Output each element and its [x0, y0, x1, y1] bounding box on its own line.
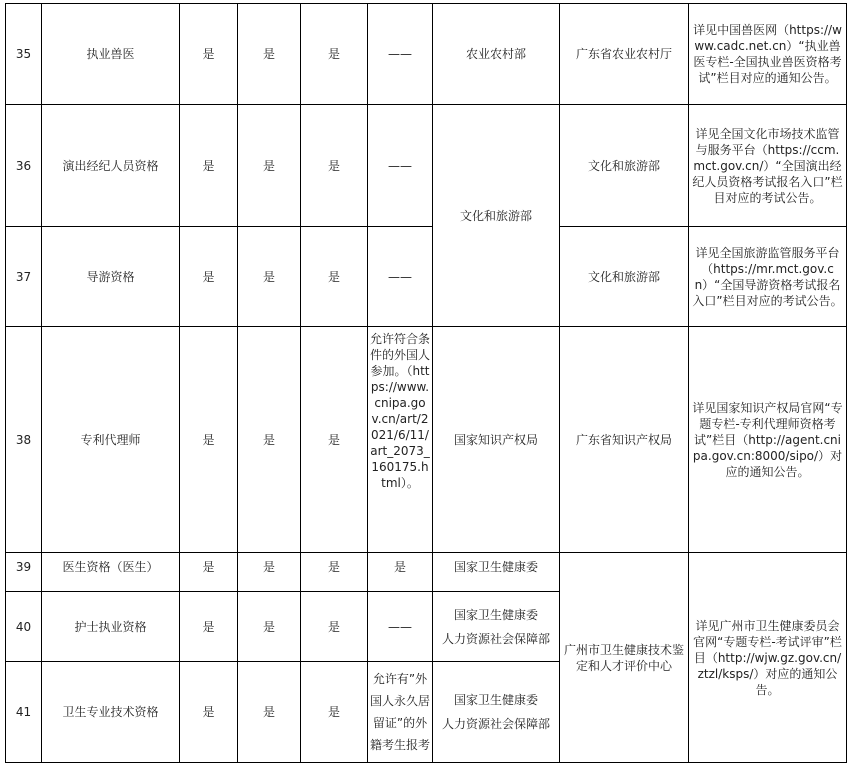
local-implementing-agency: 广州市卫生健康技术鉴定和人才评价中心	[560, 553, 689, 763]
qualification-name: 专利代理师	[42, 327, 180, 553]
table-row	[6, 4, 847, 105]
foreign-eligibility: 允许符合条件的外国人参加。（https://www.cnipa.gov.cn/art/2021/6/11/art_2073_160175.html）。	[368, 327, 433, 553]
flag-cell: 是	[180, 4, 238, 105]
row-number: 40	[6, 592, 42, 662]
flag-cell: 是	[301, 105, 368, 227]
foreign-eligibility: ——	[368, 105, 433, 227]
department-line: 人力资源社会保障部	[441, 717, 550, 731]
flag-cell: 是	[238, 105, 301, 227]
table-row	[6, 227, 847, 327]
flag-cell: 是	[238, 227, 301, 327]
flag-cell: 是	[238, 662, 301, 763]
flag-cell: 是	[301, 327, 368, 553]
local-implementing-agency: 广东省知识产权局	[560, 327, 689, 553]
flag-cell: 是	[180, 662, 238, 763]
national-department	[433, 592, 560, 662]
notice-info: 详见全国文化市场技术监管与服务平台（https://ccm.mct.gov.cn/）“全国演出经纪人员资格考试报名入口”栏目对应的考试公告。	[689, 105, 847, 227]
row-number: 37	[6, 227, 42, 327]
table-row	[6, 327, 847, 553]
flag-cell: 是	[301, 662, 368, 763]
flag-cell: 是	[238, 553, 301, 592]
table-row	[6, 105, 847, 227]
foreign-eligibility: 是	[368, 553, 433, 592]
table-row	[6, 553, 847, 592]
flag-cell: 是	[238, 327, 301, 553]
flag-cell: 是	[301, 553, 368, 592]
local-implementing-agency: 文化和旅游部	[560, 227, 689, 327]
flag-cell: 是	[180, 553, 238, 592]
qualification-name: 护士执业资格	[42, 592, 180, 662]
department-line: 国家卫生健康委	[453, 693, 538, 707]
department-line: 人力资源社会保障部	[441, 631, 550, 646]
row-number: 35	[6, 4, 42, 105]
qualification-exam-table	[5, 3, 847, 763]
qualification-name: 医生资格（医生）	[42, 553, 180, 592]
flag-cell: 是	[180, 105, 238, 227]
flag-cell: 是	[180, 227, 238, 327]
national-department	[433, 553, 560, 592]
local-implementing-agency: 文化和旅游部	[560, 105, 689, 227]
row-number: 41	[6, 662, 42, 763]
national-department: 文化和旅游部	[433, 105, 560, 327]
foreign-eligibility: ——	[368, 227, 433, 327]
department-line: 国家卫生健康委	[453, 560, 538, 574]
flag-cell: 是	[180, 592, 238, 662]
national-department	[433, 662, 560, 763]
foreign-eligibility: 允许有”外国人永久居留证”的外籍考生报考	[368, 662, 433, 763]
flag-cell: 是	[301, 4, 368, 105]
national-department: 农业农村部	[433, 4, 560, 105]
flag-cell: 是	[238, 592, 301, 662]
flag-cell: 是	[301, 592, 368, 662]
qualification-name: 导游资格	[42, 227, 180, 327]
notice-info: 详见全国旅游监管服务平台（https://mr.mct.gov.cn）“全国导游资格考试报名入口”栏目对应的考试公告。	[689, 227, 847, 327]
row-number: 39	[6, 553, 42, 592]
local-implementing-agency: 广东省农业农村厅	[560, 4, 689, 105]
qualification-name: 执业兽医	[42, 4, 180, 105]
national-department: 国家知识产权局	[433, 327, 560, 553]
foreign-eligibility: ——	[368, 592, 433, 662]
flag-cell: 是	[180, 327, 238, 553]
notice-info: 详见广州市卫生健康委员会官网“专题专栏-考试评审”栏目（http://wjw.gz.gov.cn/ztzl/ksps/）对应的通知公告。	[689, 553, 847, 763]
flag-cell: 是	[238, 4, 301, 105]
notice-info: 详见国家知识产权局官网“专题专栏-专利代理师资格考试”栏目（http://agent.cnipa.gov.cn:8000/sipo/）对应的通知公告。	[689, 327, 847, 553]
flag-cell: 是	[301, 227, 368, 327]
qualification-name: 演出经纪人员资格	[42, 105, 180, 227]
foreign-eligibility: ——	[368, 4, 433, 105]
row-number: 36	[6, 105, 42, 227]
notice-info: 详见中国兽医网（https://www.cadc.net.cn）“执业兽医专栏-全国执业兽医资格考试”栏目对应的通知公告。	[689, 4, 847, 105]
department-line: 国家卫生健康委	[453, 607, 538, 622]
qualification-name: 卫生专业技术资格	[42, 662, 180, 763]
row-number: 38	[6, 327, 42, 553]
